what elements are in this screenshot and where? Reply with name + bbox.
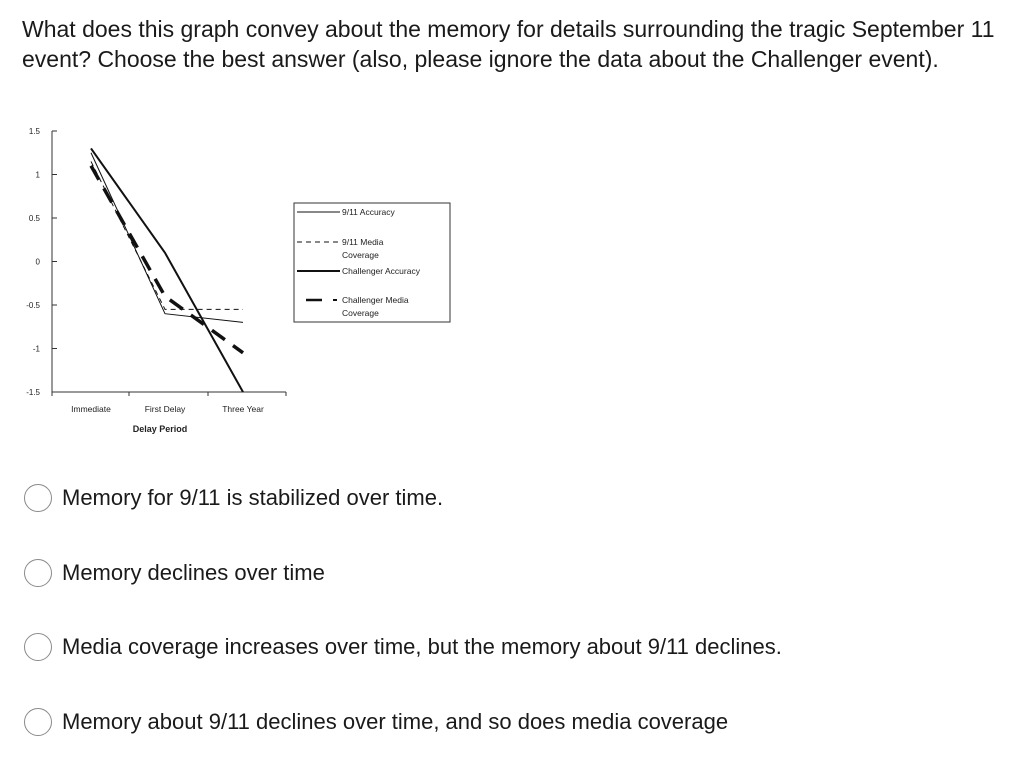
series-line-9-11-accuracy bbox=[91, 153, 243, 323]
legend-label: 9/11 Media bbox=[342, 237, 384, 247]
radio-button[interactable] bbox=[24, 559, 52, 587]
y-tick-label: 0.5 bbox=[28, 214, 40, 223]
y-tick-label: -1.5 bbox=[26, 388, 40, 397]
answer-option-1[interactable] bbox=[24, 478, 443, 518]
x-tick-label: Three Year bbox=[222, 404, 264, 414]
radio-button[interactable] bbox=[24, 484, 52, 512]
radio-button[interactable] bbox=[24, 708, 52, 736]
x-tick-label: Immediate bbox=[71, 404, 111, 414]
question-text: What does this graph convey about the memory for details surrounding the tragic September 11 event? Choose the best answer (also, please ignore the data about the Challenger event). bbox=[22, 16, 995, 72]
y-tick-label: -1 bbox=[32, 344, 40, 354]
option-label: Memory for 9/11 is stabilized over time. bbox=[62, 485, 444, 510]
answer-option-3[interactable] bbox=[24, 627, 782, 667]
legend-label: 9/11 Accuracy bbox=[342, 207, 395, 217]
y-tick-label: 1 bbox=[35, 170, 40, 180]
series-line-challenger-accuracy bbox=[91, 148, 243, 392]
legend-label: Coverage bbox=[342, 308, 379, 318]
legend-label: Challenger Accuracy bbox=[342, 266, 420, 276]
series-line-9-11-media-coverage bbox=[91, 161, 243, 309]
x-axis-title: Delay Period bbox=[132, 424, 188, 434]
x-tick-label: First Delay bbox=[144, 404, 186, 414]
y-tick-label: 1.5 bbox=[28, 127, 40, 136]
legend-label: Challenger Media bbox=[342, 295, 409, 305]
y-tick-label: -0.5 bbox=[26, 301, 40, 310]
option-label: Memory about 9/11 declines over time, and so does media coverage bbox=[62, 709, 729, 734]
option-label: Memory declines over time bbox=[62, 560, 325, 585]
radio-button[interactable] bbox=[24, 633, 52, 661]
option-label: Media coverage increases over time, but the memory about 9/11 declines. bbox=[62, 634, 782, 659]
answer-option-4[interactable] bbox=[24, 702, 728, 742]
line-chart bbox=[0, 118, 470, 448]
answer-option-2[interactable] bbox=[24, 553, 325, 593]
y-tick-label: 0 bbox=[35, 257, 40, 267]
series-line-challenger-media-coverage bbox=[91, 166, 243, 353]
legend-label: Coverage bbox=[342, 250, 379, 260]
